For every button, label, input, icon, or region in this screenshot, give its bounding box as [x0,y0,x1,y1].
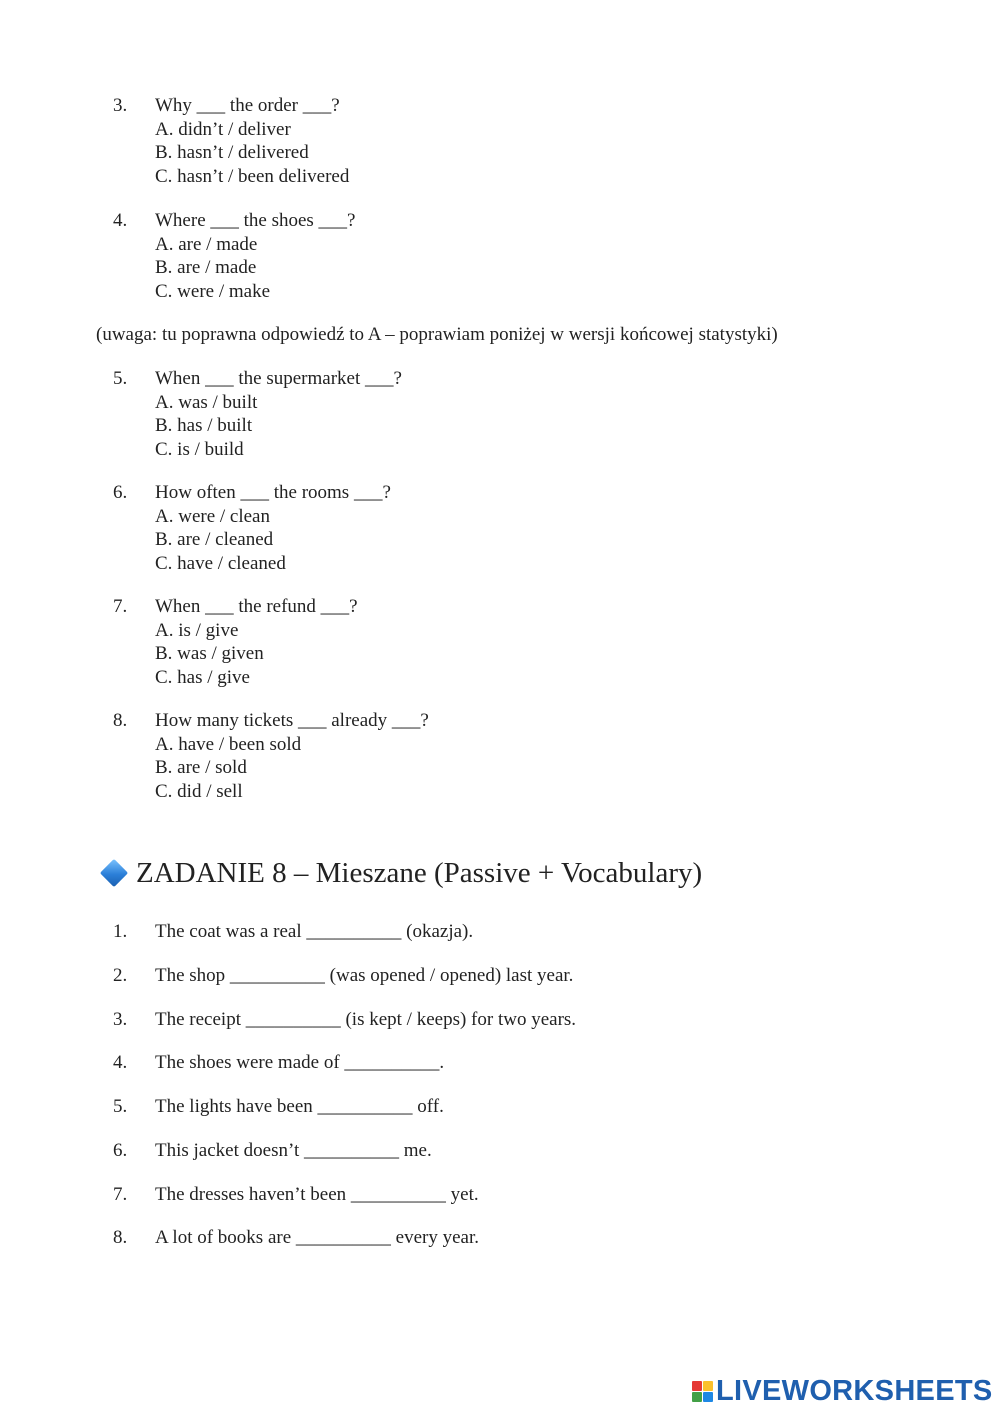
section-heading [98,856,702,890]
question-text: When ___ the refund ___? [155,596,358,617]
fill-item-3 [113,1008,576,1031]
option-a: A. was / built [155,391,258,413]
item-number: 5. [113,1096,128,1117]
option-c: C. hasn’t / been delivered [155,165,350,187]
correction-note: (uwaga: tu poprawna odpowiedź to A – poprawiam poniżej w wersji końcowej statystyki) [96,324,778,345]
question-number: 3. [113,95,128,116]
question-number: 8. [113,710,128,731]
liveworksheets-mark-icon [692,1381,713,1402]
fill-item-2 [113,964,573,987]
question-5 [113,367,402,461]
question-number: 7. [113,596,128,617]
question-7 [113,595,358,689]
option-b: B. are / cleaned [155,529,274,550]
item-text: The receipt __________ (is kept / keeps) for two years. [155,1009,577,1030]
blue-diamond-icon [100,859,128,887]
option-c: C. has / give [155,666,250,688]
question-text: How many tickets ___ already ___? [155,710,429,731]
item-number: 3. [113,1009,128,1030]
fill-item-1 [113,920,473,943]
question-number: 6. [113,482,128,503]
question-6 [113,481,391,575]
option-b: B. are / made [155,257,257,278]
question-text: When ___ the supermarket ___? [155,368,402,389]
item-number: 1. [113,921,128,942]
option-a: A. were / clean [155,505,270,527]
option-a: A. is / give [155,619,239,641]
fill-item-8 [113,1226,479,1249]
item-text: The shop __________ (was opened / opened) last year. [155,965,574,986]
option-b: B. are / sold [155,757,247,778]
question-3 [113,94,349,188]
option-b: B. has / built [155,415,253,436]
fill-item-5 [113,1095,444,1118]
option-c: C. did / sell [155,780,243,802]
question-8 [113,709,429,803]
item-text: The coat was a real __________ (okazja). [155,921,474,942]
logo-text: LIVEWORKSHEETS [716,1375,993,1407]
item-number: 4. [113,1052,128,1073]
question-text: Where ___ the shoes ___? [155,210,356,231]
question-text: Why ___ the order ___? [155,95,340,116]
option-a: A. are / made [155,233,258,255]
fill-item-6 [113,1139,432,1162]
option-c: C. were / make [155,280,271,302]
question-number: 4. [113,210,128,231]
question-text: How often ___ the rooms ___? [155,482,391,503]
item-text: This jacket doesn’t __________ me. [155,1140,432,1161]
question-4 [113,209,356,303]
option-b: B. hasn’t / delivered [155,142,309,163]
fill-item-4 [113,1051,444,1074]
section-title: ZADANIE 8 – Mieszane (Passive + Vocabulary) [136,857,703,889]
question-number: 5. [113,368,128,389]
option-a: A. have / been sold [155,733,302,755]
item-text: The lights have been __________ off. [155,1096,444,1117]
option-c: C. is / build [155,438,244,460]
item-text: The dresses haven’t been __________ yet. [155,1184,479,1205]
fill-item-7 [113,1183,479,1206]
item-number: 2. [113,965,128,986]
item-text: The shoes were made of __________. [155,1052,445,1073]
item-number: 8. [113,1227,128,1248]
option-b: B. was / given [155,643,264,664]
liveworksheets-logo [692,1375,993,1408]
item-text: A lot of books are __________ every year. [155,1227,479,1248]
item-number: 6. [113,1140,128,1161]
item-number: 7. [113,1184,128,1205]
option-a: A. didn’t / deliver [155,118,291,140]
option-c: C. have / cleaned [155,552,286,574]
